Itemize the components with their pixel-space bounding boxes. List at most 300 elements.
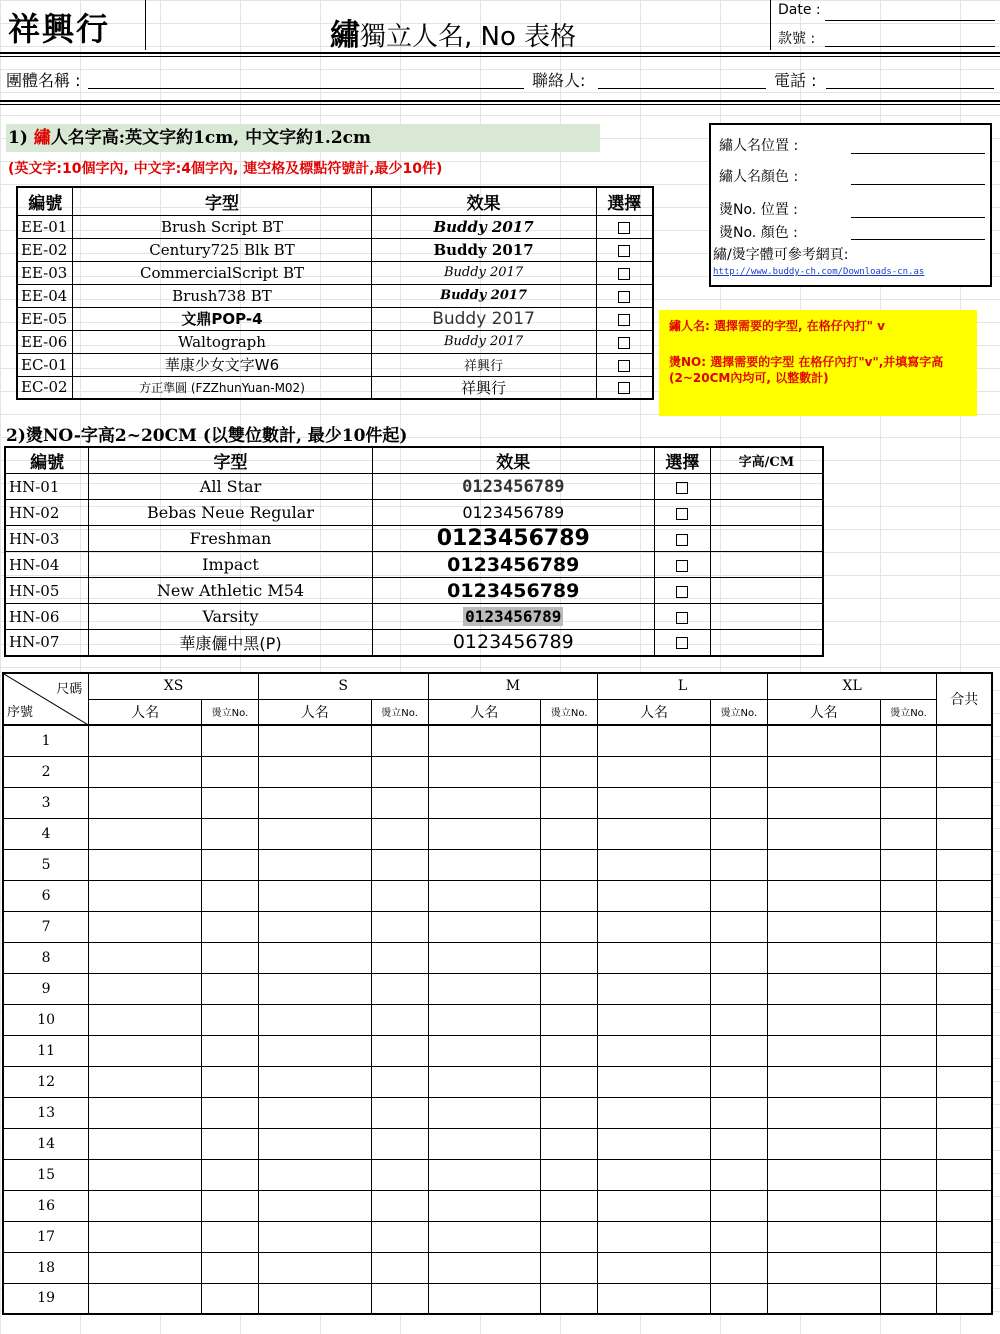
total-cell[interactable]	[937, 1221, 992, 1252]
order-row	[3, 756, 992, 787]
name-cell[interactable]	[258, 849, 371, 880]
number-cell[interactable]	[710, 942, 767, 973]
number-cell[interactable]	[880, 849, 937, 880]
select-checkbox[interactable]	[676, 508, 688, 520]
height-input[interactable]	[710, 578, 823, 604]
number-cell[interactable]	[541, 880, 598, 911]
name-cell[interactable]	[258, 911, 371, 942]
number-cell[interactable]	[880, 942, 937, 973]
name-cell[interactable]	[767, 911, 880, 942]
section2-title: 2)燙NO-字高2~20CM (以雙位數計, 最少10件起)	[6, 426, 408, 446]
row-font: New Athletic M54	[89, 578, 372, 604]
select-cell	[654, 552, 710, 578]
total-cell[interactable]	[937, 973, 992, 1004]
number-cell[interactable]	[371, 1159, 428, 1190]
number-cell[interactable]	[880, 1128, 937, 1159]
name-cell[interactable]	[258, 1035, 371, 1066]
total-cell[interactable]	[937, 1252, 992, 1283]
number-cell[interactable]	[541, 1252, 598, 1283]
name-cell[interactable]	[767, 1221, 880, 1252]
name-cell[interactable]	[428, 1035, 541, 1066]
total-cell[interactable]	[937, 725, 992, 756]
number-cell[interactable]	[201, 1252, 258, 1283]
name-cell[interactable]	[428, 818, 541, 849]
number-cell[interactable]	[710, 1159, 767, 1190]
number-cell[interactable]	[371, 818, 428, 849]
name-cell[interactable]	[89, 1252, 202, 1283]
name-cell[interactable]	[767, 818, 880, 849]
row-effect: 祥興行	[371, 353, 596, 376]
number-cell[interactable]	[880, 1097, 937, 1128]
name-cell[interactable]	[258, 880, 371, 911]
number-cell[interactable]	[541, 911, 598, 942]
table-row	[5, 526, 823, 552]
row-code: HN-03	[5, 526, 89, 552]
number-cell[interactable]	[371, 1283, 428, 1314]
name-cell[interactable]	[428, 725, 541, 756]
number-cell[interactable]	[371, 756, 428, 787]
name-cell[interactable]	[767, 849, 880, 880]
select-checkbox[interactable]	[676, 586, 688, 598]
number-cell[interactable]	[201, 942, 258, 973]
name-cell[interactable]	[767, 725, 880, 756]
table-row	[17, 238, 653, 261]
total-cell[interactable]	[937, 1066, 992, 1097]
select-cell	[596, 353, 653, 376]
name-cell[interactable]	[598, 1159, 711, 1190]
name-cell[interactable]	[89, 787, 202, 818]
name-cell[interactable]	[89, 880, 202, 911]
name-cell[interactable]	[89, 1004, 202, 1035]
number-cell[interactable]	[371, 849, 428, 880]
table-row	[17, 307, 653, 330]
number-cell[interactable]	[541, 849, 598, 880]
number-cell[interactable]	[201, 849, 258, 880]
number-cell[interactable]	[371, 1035, 428, 1066]
name-cell[interactable]	[428, 973, 541, 1004]
total-cell[interactable]	[937, 911, 992, 942]
number-cell[interactable]	[880, 1066, 937, 1097]
row-code: EE-01	[17, 215, 73, 238]
number-cell[interactable]	[710, 911, 767, 942]
name-cell[interactable]	[258, 1252, 371, 1283]
row-code: HN-02	[5, 500, 89, 526]
number-cell[interactable]	[880, 818, 937, 849]
name-cell[interactable]	[598, 1221, 711, 1252]
number-cell[interactable]	[371, 1004, 428, 1035]
number-cell[interactable]	[710, 1221, 767, 1252]
name-position-field[interactable]	[851, 153, 985, 154]
name-cell[interactable]	[598, 911, 711, 942]
name-cell[interactable]	[598, 1283, 711, 1314]
col-header-select: 選擇	[654, 447, 710, 474]
order-row	[3, 1066, 992, 1097]
corner-size-label: 尺碼	[56, 682, 83, 697]
name-cell[interactable]	[89, 911, 202, 942]
number-cell[interactable]	[710, 1283, 767, 1314]
sub-header-name: 人名	[598, 699, 711, 725]
number-cell[interactable]	[541, 818, 598, 849]
total-cell[interactable]	[937, 1035, 992, 1066]
contact-label: 聯絡人:	[532, 71, 586, 90]
number-cell[interactable]	[371, 1128, 428, 1159]
date-field[interactable]	[825, 20, 995, 21]
col-header-select: 選擇	[596, 187, 653, 215]
table-row	[5, 604, 823, 630]
name-cell[interactable]	[89, 1190, 202, 1221]
number-cell[interactable]	[710, 1097, 767, 1128]
select-checkbox[interactable]	[618, 337, 630, 349]
name-cell[interactable]	[89, 849, 202, 880]
no-color-field[interactable]	[851, 239, 985, 240]
row-number: 4	[3, 818, 89, 849]
name-cell[interactable]	[89, 1128, 202, 1159]
row-effect-cell	[372, 604, 654, 630]
number-cell[interactable]	[541, 1004, 598, 1035]
number-cell[interactable]	[201, 1159, 258, 1190]
total-cell[interactable]	[937, 1097, 992, 1128]
name-cell[interactable]	[258, 725, 371, 756]
name-cell[interactable]	[598, 818, 711, 849]
header-rule	[0, 100, 1000, 102]
font-reference-link[interactable]: http://www.buddy-ch.com/Downloads-cn.as	[713, 267, 925, 277]
select-checkbox[interactable]	[676, 534, 688, 546]
name-cell[interactable]	[598, 1066, 711, 1097]
name-cell[interactable]	[598, 1004, 711, 1035]
name-cell[interactable]	[767, 756, 880, 787]
header-rule	[0, 104, 1000, 105]
number-cell[interactable]	[880, 1252, 937, 1283]
name-cell[interactable]	[89, 973, 202, 1004]
date-label: Date :	[778, 2, 821, 18]
name-cell[interactable]	[428, 1066, 541, 1097]
phone-field[interactable]	[826, 88, 994, 89]
name-cell[interactable]	[89, 756, 202, 787]
name-position-label: 繡人名位置 :	[719, 138, 799, 154]
name-cell[interactable]	[258, 973, 371, 1004]
number-cell[interactable]	[201, 911, 258, 942]
name-cell[interactable]	[767, 1190, 880, 1221]
row-font: All Star	[89, 474, 372, 500]
instruction-note-line2: 燙NO: 選擇需要的字型 在格仔內打"v",并填寫字高 (2~20CM內均可, 以整數計)	[669, 355, 944, 385]
number-cell[interactable]	[201, 1190, 258, 1221]
height-input[interactable]	[710, 630, 823, 656]
number-cell[interactable]	[201, 1066, 258, 1097]
number-cell[interactable]	[201, 756, 258, 787]
name-cell[interactable]	[258, 1097, 371, 1128]
no-color-label: 燙No. 顏色 :	[719, 225, 798, 241]
name-cell[interactable]	[598, 1097, 711, 1128]
name-cell[interactable]	[598, 973, 711, 1004]
number-cell[interactable]	[201, 1221, 258, 1252]
name-cell[interactable]	[258, 1128, 371, 1159]
number-cell[interactable]	[710, 1252, 767, 1283]
style-no-field[interactable]	[825, 46, 995, 47]
number-cell[interactable]	[201, 880, 258, 911]
no-position-field[interactable]	[851, 217, 985, 218]
number-cell[interactable]	[710, 1004, 767, 1035]
corner-seq-label: 序號	[7, 705, 34, 720]
name-cell[interactable]	[428, 1190, 541, 1221]
select-checkbox[interactable]	[676, 637, 688, 649]
number-cell[interactable]	[201, 818, 258, 849]
select-checkbox[interactable]	[618, 314, 630, 326]
name-cell[interactable]	[428, 787, 541, 818]
select-checkbox[interactable]	[618, 382, 630, 394]
name-cell[interactable]	[258, 942, 371, 973]
number-cell[interactable]	[541, 1066, 598, 1097]
order-row	[3, 787, 992, 818]
name-cell[interactable]	[598, 787, 711, 818]
name-cell[interactable]	[89, 1066, 202, 1097]
height-input[interactable]	[710, 526, 823, 552]
select-checkbox[interactable]	[618, 291, 630, 303]
name-cell[interactable]	[428, 1097, 541, 1128]
number-cell[interactable]	[201, 1035, 258, 1066]
number-cell[interactable]	[880, 725, 937, 756]
placement-info-box	[709, 123, 992, 287]
number-cell[interactable]	[541, 756, 598, 787]
name-cell[interactable]	[258, 1004, 371, 1035]
select-cell	[596, 284, 653, 307]
height-input[interactable]	[710, 474, 823, 500]
table-row	[5, 552, 823, 578]
name-cell[interactable]	[258, 1066, 371, 1097]
number-cell[interactable]	[710, 1035, 767, 1066]
number-cell[interactable]	[710, 880, 767, 911]
number-cell[interactable]	[880, 756, 937, 787]
name-cell[interactable]	[767, 942, 880, 973]
name-cell[interactable]	[89, 818, 202, 849]
name-cell[interactable]	[258, 1221, 371, 1252]
sub-header-no: 燙立No.	[541, 699, 598, 725]
name-color-field[interactable]	[851, 184, 985, 185]
number-cell[interactable]	[371, 942, 428, 973]
name-cell[interactable]	[89, 942, 202, 973]
number-cell[interactable]	[371, 1221, 428, 1252]
name-cell[interactable]	[89, 1097, 202, 1128]
number-cell[interactable]	[710, 787, 767, 818]
row-effect: Buddy 2017	[371, 330, 596, 353]
number-cell[interactable]	[880, 1004, 937, 1035]
total-cell[interactable]	[937, 942, 992, 973]
name-cell[interactable]	[767, 1252, 880, 1283]
number-cell[interactable]	[201, 787, 258, 818]
col-header-effect: 效果	[371, 187, 596, 215]
row-number: 3	[3, 787, 89, 818]
name-cell[interactable]	[428, 1159, 541, 1190]
select-checkbox[interactable]	[618, 245, 630, 257]
order-row	[3, 1159, 992, 1190]
number-cell[interactable]	[880, 1035, 937, 1066]
name-cell[interactable]	[428, 1252, 541, 1283]
name-cell[interactable]	[89, 1035, 202, 1066]
row-code: HN-06	[5, 604, 89, 630]
total-cell[interactable]	[937, 756, 992, 787]
name-cell[interactable]	[767, 1159, 880, 1190]
number-cell[interactable]	[371, 725, 428, 756]
number-cell[interactable]	[541, 1190, 598, 1221]
total-cell[interactable]	[937, 880, 992, 911]
number-cell[interactable]	[201, 1097, 258, 1128]
number-cell[interactable]	[880, 911, 937, 942]
row-code: HN-04	[5, 552, 89, 578]
number-cell[interactable]	[541, 1097, 598, 1128]
total-cell[interactable]	[937, 1128, 992, 1159]
number-cell[interactable]	[880, 1190, 937, 1221]
name-cell[interactable]	[598, 1252, 711, 1283]
number-cell[interactable]	[541, 942, 598, 973]
select-checkbox[interactable]	[676, 560, 688, 572]
select-cell	[596, 215, 653, 238]
name-cell[interactable]	[598, 880, 711, 911]
select-cell	[654, 604, 710, 630]
name-cell[interactable]	[598, 1128, 711, 1159]
total-cell[interactable]	[937, 787, 992, 818]
number-cell[interactable]	[710, 1190, 767, 1221]
name-cell[interactable]	[428, 849, 541, 880]
total-cell[interactable]	[937, 1190, 992, 1221]
group-name-field[interactable]	[88, 88, 524, 89]
name-cell[interactable]	[598, 942, 711, 973]
row-number: 19	[3, 1283, 89, 1314]
name-cell[interactable]	[767, 1128, 880, 1159]
order-size-table	[2, 672, 993, 1315]
total-cell[interactable]	[937, 849, 992, 880]
name-cell[interactable]	[767, 1004, 880, 1035]
select-checkbox[interactable]	[618, 222, 630, 234]
height-input[interactable]	[710, 552, 823, 578]
select-checkbox[interactable]	[676, 482, 688, 494]
number-cell[interactable]	[710, 725, 767, 756]
number-cell[interactable]	[371, 1097, 428, 1128]
name-cell[interactable]	[258, 818, 371, 849]
font-reference-label: 繡/燙字體可參考網頁:	[713, 247, 849, 263]
name-cell[interactable]	[598, 1190, 711, 1221]
name-cell[interactable]	[89, 1159, 202, 1190]
number-cell[interactable]	[880, 1159, 937, 1190]
number-cell[interactable]	[541, 1035, 598, 1066]
name-cell[interactable]	[258, 756, 371, 787]
contact-field[interactable]	[598, 88, 766, 89]
col-header-code: 編號	[17, 187, 73, 215]
number-cell[interactable]	[710, 849, 767, 880]
number-cell[interactable]	[371, 1252, 428, 1283]
number-cell[interactable]	[201, 1283, 258, 1314]
name-cell[interactable]	[767, 1097, 880, 1128]
height-input[interactable]	[710, 500, 823, 526]
name-cell[interactable]	[598, 756, 711, 787]
name-cell[interactable]	[767, 973, 880, 1004]
row-effect: Buddy 2017	[371, 238, 596, 261]
number-cell[interactable]	[201, 725, 258, 756]
number-cell[interactable]	[880, 1283, 937, 1314]
name-cell[interactable]	[428, 1128, 541, 1159]
row-number: 6	[3, 880, 89, 911]
name-cell[interactable]	[89, 725, 202, 756]
name-cell[interactable]	[428, 911, 541, 942]
name-color-label: 繡人名顏色 :	[719, 169, 799, 185]
number-cell[interactable]	[541, 1159, 598, 1190]
total-cell[interactable]	[937, 1004, 992, 1035]
number-cell[interactable]	[201, 973, 258, 1004]
section1-title-prefix: 1)	[8, 128, 34, 148]
number-cell[interactable]	[710, 1066, 767, 1097]
name-cell[interactable]	[89, 1221, 202, 1252]
name-cell[interactable]	[767, 1066, 880, 1097]
table-row	[17, 330, 653, 353]
row-number: 13	[3, 1097, 89, 1128]
number-cell[interactable]	[541, 1221, 598, 1252]
name-cell[interactable]	[428, 942, 541, 973]
order-row	[3, 880, 992, 911]
number-cell[interactable]	[541, 973, 598, 1004]
number-cell[interactable]	[371, 973, 428, 1004]
number-cell[interactable]	[710, 818, 767, 849]
number-cell[interactable]	[710, 756, 767, 787]
table-row	[5, 630, 823, 656]
name-cell[interactable]	[767, 1035, 880, 1066]
number-cell[interactable]	[880, 1221, 937, 1252]
height-input[interactable]	[710, 604, 823, 630]
number-cell[interactable]	[880, 880, 937, 911]
number-cell[interactable]	[710, 973, 767, 1004]
name-cell[interactable]	[428, 1283, 541, 1314]
number-cell[interactable]	[201, 1004, 258, 1035]
total-cell[interactable]	[937, 818, 992, 849]
number-cell[interactable]	[541, 725, 598, 756]
select-checkbox[interactable]	[676, 612, 688, 624]
number-cell[interactable]	[371, 1190, 428, 1221]
select-checkbox[interactable]	[618, 268, 630, 280]
total-cell[interactable]	[937, 1159, 992, 1190]
name-cell[interactable]	[258, 1190, 371, 1221]
number-cell[interactable]	[880, 973, 937, 1004]
name-cell[interactable]	[428, 756, 541, 787]
name-cell[interactable]	[428, 1004, 541, 1035]
select-checkbox[interactable]	[618, 360, 630, 372]
number-cell[interactable]	[371, 787, 428, 818]
order-row	[3, 849, 992, 880]
name-cell[interactable]	[258, 787, 371, 818]
name-cell[interactable]	[767, 880, 880, 911]
name-cell[interactable]	[598, 1035, 711, 1066]
number-cell[interactable]	[371, 911, 428, 942]
select-cell	[654, 630, 710, 656]
total-cell[interactable]	[937, 1283, 992, 1314]
name-cell[interactable]	[258, 1159, 371, 1190]
name-cell[interactable]	[767, 1283, 880, 1314]
number-cell[interactable]	[371, 880, 428, 911]
number-cell[interactable]	[541, 1128, 598, 1159]
name-cell[interactable]	[428, 880, 541, 911]
name-cell[interactable]	[767, 787, 880, 818]
section1-title	[6, 124, 600, 152]
number-cell[interactable]	[541, 1283, 598, 1314]
number-cell[interactable]	[710, 1128, 767, 1159]
name-cell[interactable]	[598, 725, 711, 756]
name-cell[interactable]	[428, 1221, 541, 1252]
number-cell[interactable]	[201, 1128, 258, 1159]
row-number: 2	[3, 756, 89, 787]
number-cell[interactable]	[541, 787, 598, 818]
row-effect: 0123456789	[465, 607, 562, 626]
name-cell[interactable]	[258, 1283, 371, 1314]
number-cell[interactable]	[371, 1066, 428, 1097]
name-cell[interactable]	[89, 1283, 202, 1314]
number-cell[interactable]	[880, 787, 937, 818]
name-cell[interactable]	[598, 849, 711, 880]
